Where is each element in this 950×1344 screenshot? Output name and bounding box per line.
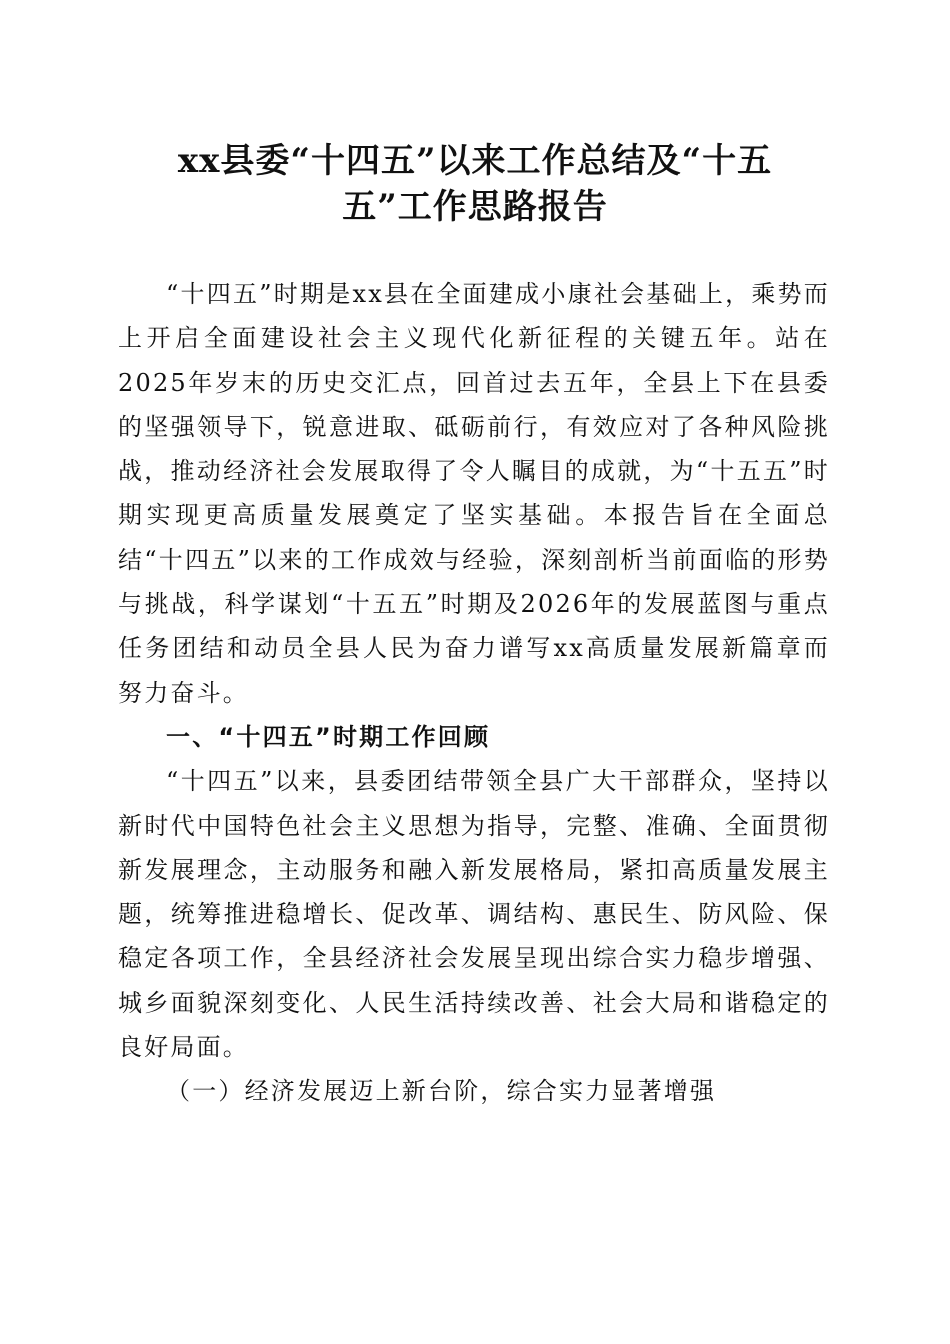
title-line-2: 五”工作思路报告 (342, 187, 608, 227)
intro-paragraph: “十四五”时期是xx县在全面建成小康社会基础上，乘势而上开启全面建设社会主义现代化新征程的关键五年。站在2025年岁末的历史交汇点，回首过去五年，全县上下在县委的坚强领导下，锐意进取、砥砺前行，有效应对了各种风险挑战，推动经济社会发展取得了令人瞩目的成就，为“十五五”时期实现更高质量发展奠定了坚实基础。本报告旨在全面总结“十四五”以来的工作成效与经验，深刻剖析当前面临的形势与挑战，科学谋划“十五五”时期及2026年的发展蓝图与重点任务团结和动员全县人民为奋力谱写xx高质量发展新篇章而努力奋斗。 (118, 280, 830, 707)
title-line-1: xx县委“十四五”以来工作总结及“十五 (177, 141, 773, 181)
document-title (80, 138, 870, 230)
section-heading-review: 一、“十四五”时期工作回顾 (166, 722, 491, 751)
review-paragraph: “十四五”以来，县委团结带领全县广大干部群众，坚持以新时代中国特色社会主义思想为指导，完整、准确、全面贯彻新发展理念，主动服务和融入新发展格局，紧扣高质量发展主题，统筹推进稳增长、促改革、调结构、惠民生、防风险、保稳定各项工作，全县经济社会发展呈现出综合实力稳步增强、城乡面貌深刻变化、人民生活持续改善、社会大局和谐稳定的良好局面。 (118, 767, 830, 1062)
subsection-heading-economy: （一）经济发展迈上新台阶，综合实力显著增强 (166, 1077, 717, 1106)
document-body (118, 272, 830, 1114)
